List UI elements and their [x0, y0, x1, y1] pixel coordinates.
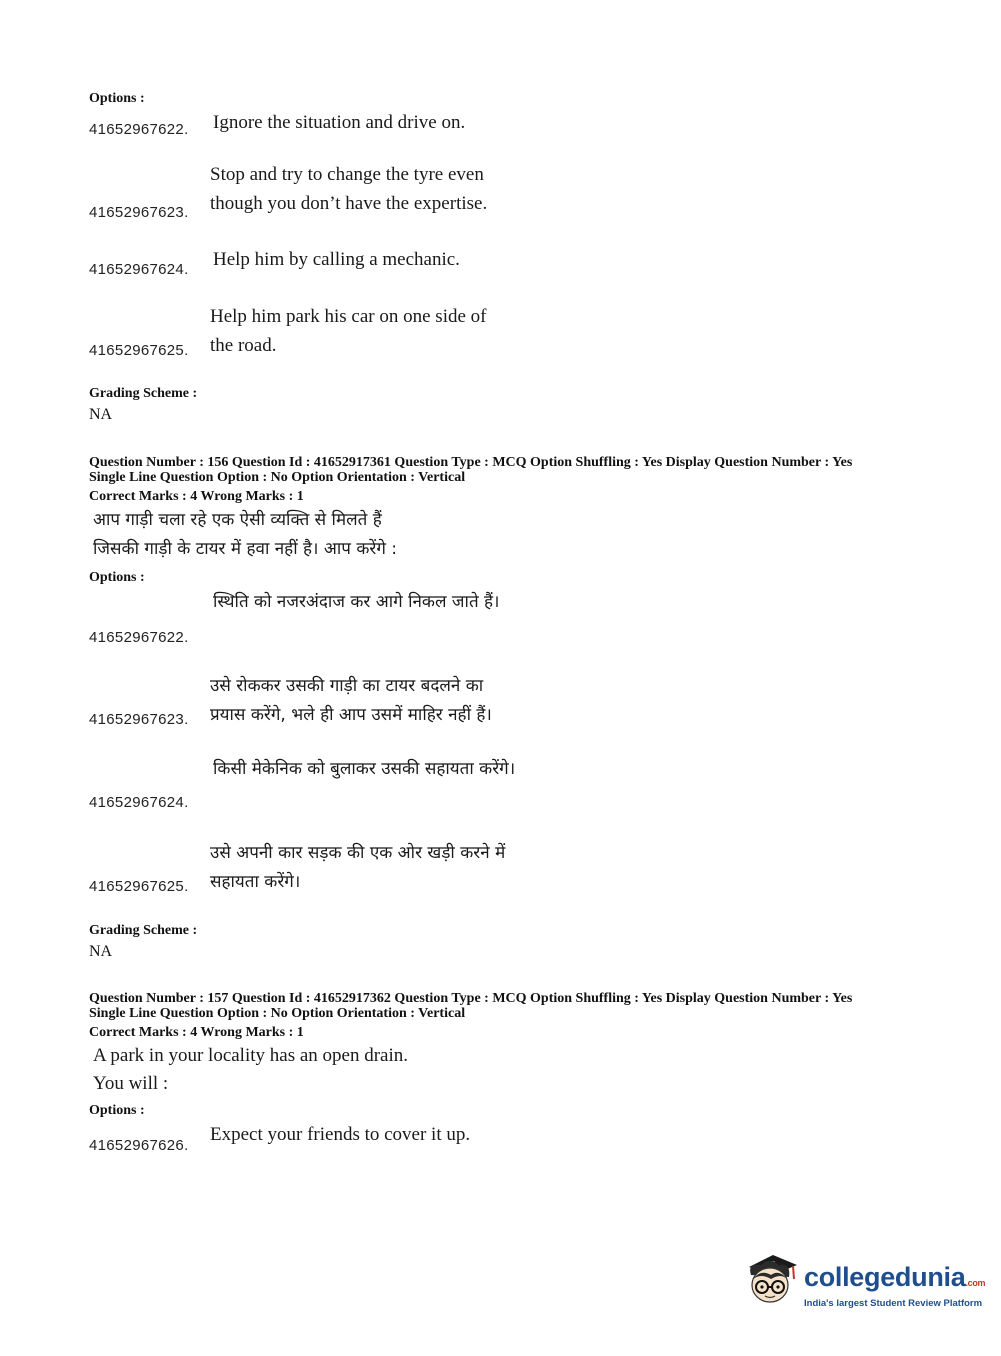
- question-text: [93, 1042, 473, 1098]
- question-meta-line2: Single Line Question Option : No Option Orientation : Vertical: [89, 470, 466, 485]
- question-meta-line1: Question Number : 156 Question Id : 41652917361 Question Type : MCQ Option Shuffling : Yes Display Question Number : Yes: [89, 455, 853, 470]
- option-text: Help him park his car on one side of the road.: [210, 306, 487, 356]
- option-text: Ignore the situation and drive on.: [213, 112, 466, 133]
- grading-value: NA: [89, 943, 113, 960]
- logo-brand: [804, 1262, 985, 1293]
- logo-suffix: .com: [965, 1278, 986, 1288]
- question-line: जिसकी गाड़ी के टायर में हवा नहीं है। आप करेंगे :: [93, 539, 398, 559]
- question-line: आप गाड़ी चला रहे एक ऐसी व्यक्ति से मिलते हैं: [93, 510, 382, 530]
- options-label: Options :: [89, 570, 145, 585]
- mascot-icon: [741, 1249, 801, 1309]
- option-id: 41652967624.: [89, 261, 189, 278]
- option-id: 41652967625.: [89, 878, 189, 895]
- option-id: 41652967624.: [89, 794, 189, 811]
- grading-label: Grading Scheme :: [89, 923, 198, 938]
- option-text: उसे रोककर उसकी गाड़ी का टायर बदलने का प्रयास करेंगे, भले ही आप उसमें माहिर नहीं हैं।: [210, 676, 492, 725]
- question-line: A park in your locality has an open drain.: [93, 1045, 409, 1066]
- grading-value: NA: [89, 406, 113, 423]
- question-marks: Correct Marks : 4 Wrong Marks : 1: [89, 489, 304, 504]
- options-label: Options :: [89, 91, 145, 106]
- question-meta-line1: Question Number : 157 Question Id : 41652917362 Question Type : MCQ Option Shuffling : Yes Display Question Number : Yes: [89, 991, 853, 1006]
- logo-tagline: India's largest Student Review Platform: [804, 1298, 983, 1309]
- option-id: 41652967626.: [89, 1137, 189, 1154]
- option-text: किसी मेकेनिक को बुलाकर उसकी सहायता करेंगे।: [213, 759, 516, 779]
- options-label: Options :: [89, 1103, 145, 1118]
- question-text: [93, 506, 513, 564]
- option-id: 41652967622.: [89, 629, 189, 646]
- option-text: स्थिति को नजरअंदाज कर आगे निकल जाते हैं।: [213, 592, 500, 612]
- option-id: 41652967625.: [89, 342, 189, 359]
- option-text: Help him by calling a mechanic.: [213, 249, 460, 270]
- grading-label: Grading Scheme :: [89, 386, 198, 401]
- question-meta-line2: Single Line Question Option : No Option Orientation : Vertical: [89, 1006, 466, 1021]
- logo-brand-name: collegedunia: [804, 1262, 966, 1292]
- option-text: उसे अपनी कार सड़क की एक ओर खड़ी करने में सहायता करेंगे।: [210, 843, 506, 892]
- question-marks: Correct Marks : 4 Wrong Marks : 1: [89, 1025, 304, 1040]
- option-text: Expect your friends to cover it up.: [210, 1124, 471, 1145]
- option-text: Stop and try to change the tyre even though you don’t have the expertise.: [210, 164, 488, 214]
- option-id: 41652967623.: [89, 204, 189, 221]
- question-line: You will :: [93, 1073, 169, 1094]
- option-id: 41652967623.: [89, 711, 189, 728]
- option-id: 41652967622.: [89, 121, 189, 138]
